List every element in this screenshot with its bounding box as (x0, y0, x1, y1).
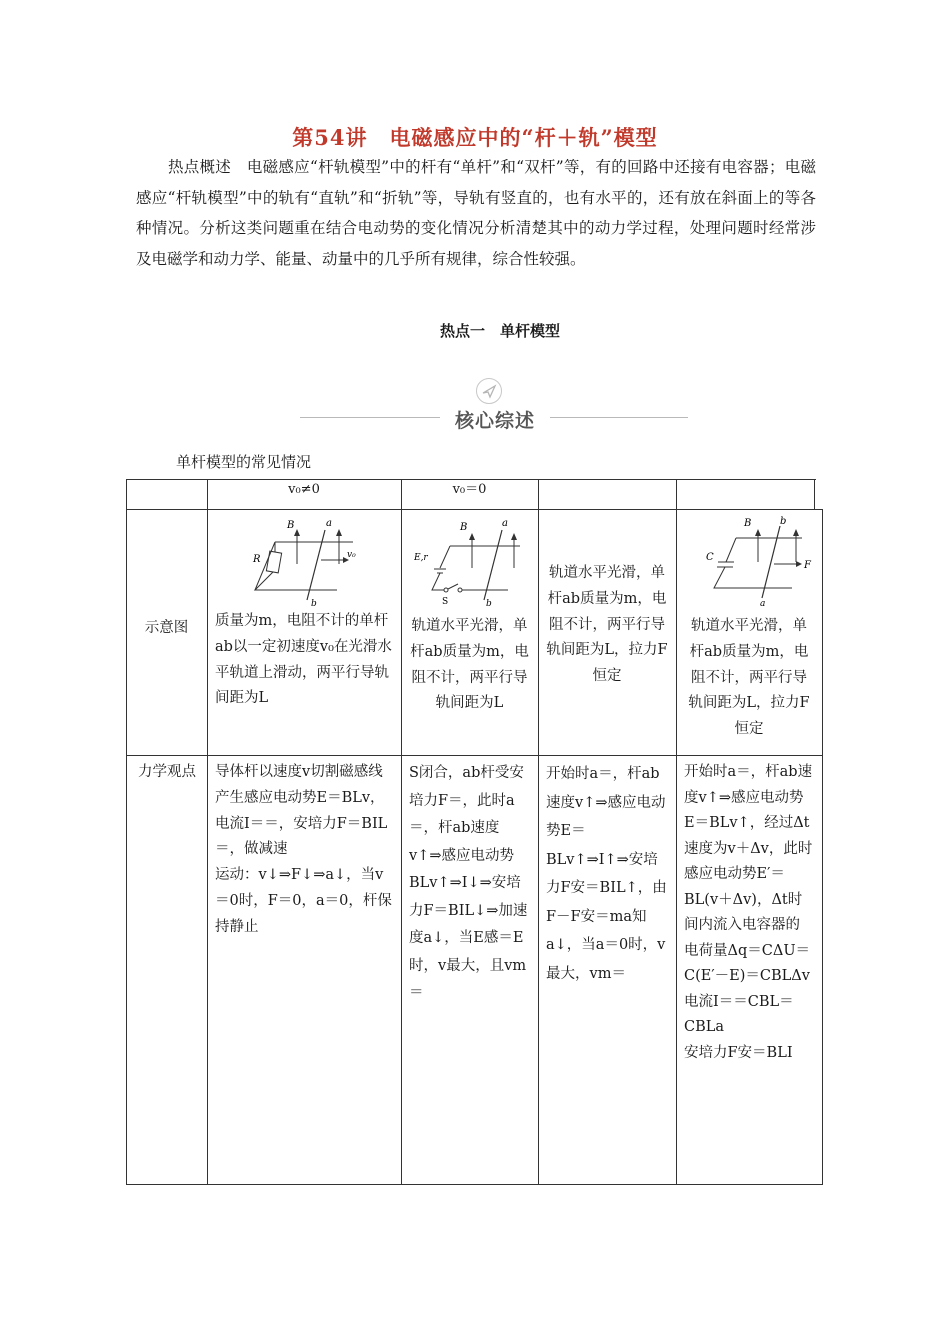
diagram-description: 质量为m，电阻不计的单杆ab以一定初速度v₀在光滑水平轨道上滑动，两平行导轨间距为L (215, 613, 392, 707)
diagram-label: v₀ (347, 550, 356, 560)
diagram-label: B (287, 520, 295, 531)
diagram-label: R (253, 554, 261, 565)
diagram-description: 轨道水平光滑，单杆ab质量为m，电阻不计，两平行导轨间距为L (410, 618, 529, 712)
mechanics-text (401, 758, 538, 1010)
diagram-description: 轨道水平光滑，单杆ab质量为m，电阻不计，两平行导轨间距为L，拉力F恒定 (688, 618, 810, 738)
row-label-mechanics: 力学观点 (138, 764, 196, 780)
mechanics-line: 运动：v↓⇒F↓⇒a↓，当v＝0时，F＝0，a＝0，杆保持静止 (215, 867, 392, 935)
header-cell: v₀＝0 (452, 482, 487, 497)
mechanics-line: 导体杆以速度v切割磁感线产生感应电动势E＝BLv，电流I＝＝，安培力F＝BIL＝，做减速 (215, 764, 388, 858)
diagram-label: a (326, 518, 332, 529)
intro-paragraph (136, 152, 816, 274)
table-border-left (126, 479, 127, 1185)
circuit-diagram-battery (414, 516, 534, 606)
diagram-label: B (744, 518, 752, 529)
mechanics-line: 电流I＝＝CBL＝CBLa (684, 993, 794, 1035)
diagram-description: 轨道水平光滑，单杆ab质量为m，电阻不计，两平行导轨间距为L，拉力F恒定 (546, 565, 668, 685)
row-label-diagram: 示意图 (144, 620, 189, 636)
table-rule (126, 755, 823, 756)
diagram-label: B (460, 522, 468, 533)
mechanics-text (207, 758, 401, 943)
table-border-bottom (126, 1184, 823, 1185)
single-rod-table (126, 479, 823, 1185)
mechanics-line: 开始时a＝，杆ab速度v↑⇒感应电动势E＝BLv↑，经过Δt速度为v＋Δv，此时感应电动势E′＝BL(v＋Δv)，Δt时间内流入电容器的电荷量Δq＝CΔU＝C(E′－E)＝CBLΔv (684, 764, 813, 984)
paper-plane-icon (476, 378, 502, 404)
table-caption: 单杆模型的常见情况 (176, 453, 312, 471)
table-border-right (822, 509, 823, 1185)
banner-label: 核心综述 (454, 410, 535, 432)
banner-rule-right (550, 417, 688, 418)
circuit-diagram-capacitor (696, 516, 816, 606)
header-cell: v₀≠0 (288, 482, 320, 497)
page-title: 第54讲 电磁感应中的“杆＋轨”模型 (292, 125, 658, 150)
diagram-label: b (311, 599, 317, 606)
mechanics-line: 安培力F安＝BLI (684, 1044, 793, 1061)
mechanics-line: 开始时a＝，杆ab速度v↑⇒感应电动势E＝BLv↑⇒I↑⇒安培力F安＝BIL↑，由F－F安＝ma知a↓，当a＝0时，v最大，vm＝ (546, 766, 667, 982)
mechanics-line: S闭合，ab杆受安培力F＝，此时a＝，杆ab速度v↑⇒感应电动势BLv↑⇒I↓⇒安培力F＝BIL↓⇒加速度a↓，当E感＝E时，v最大，且vm＝ (409, 765, 528, 1001)
section-banner (300, 378, 690, 438)
header-cell (538, 479, 676, 509)
diagram-label: a (502, 518, 508, 529)
diagram-label: b (780, 516, 787, 527)
mechanics-text (538, 758, 676, 990)
diagram-label: F (804, 560, 811, 571)
mechanics-text (676, 758, 822, 1068)
diagram-label: a (760, 599, 766, 606)
diagram-label: S (442, 597, 449, 606)
diagram-label: E,r (414, 553, 428, 563)
intro-text: 热点概述 电磁感应“杆轨模型”中的杆有“单杆”和“双杆”等，有的回路中还接有电容器；电磁感应“杆轨模型”中的轨有“直轨”和“折轨”等，导轨有竖直的，也有水平的，还有放在斜面上的等各种情况。分析这类问题重在结合电动势的变化情况分析清楚其中的动力学过程，处理问题时经常涉及电磁学和动力学、能量、动量中的几乎所有规律，综合性较强。 (136, 158, 816, 268)
diagram-label: C (706, 552, 714, 563)
header-cell (676, 479, 822, 509)
section-heading: 热点一 单杆模型 (439, 322, 560, 340)
circuit-diagram-resistor (241, 516, 371, 606)
table-rule (126, 509, 823, 510)
banner-rule-left (300, 417, 440, 418)
header-cell (126, 479, 207, 509)
diagram-label: b (486, 599, 492, 606)
